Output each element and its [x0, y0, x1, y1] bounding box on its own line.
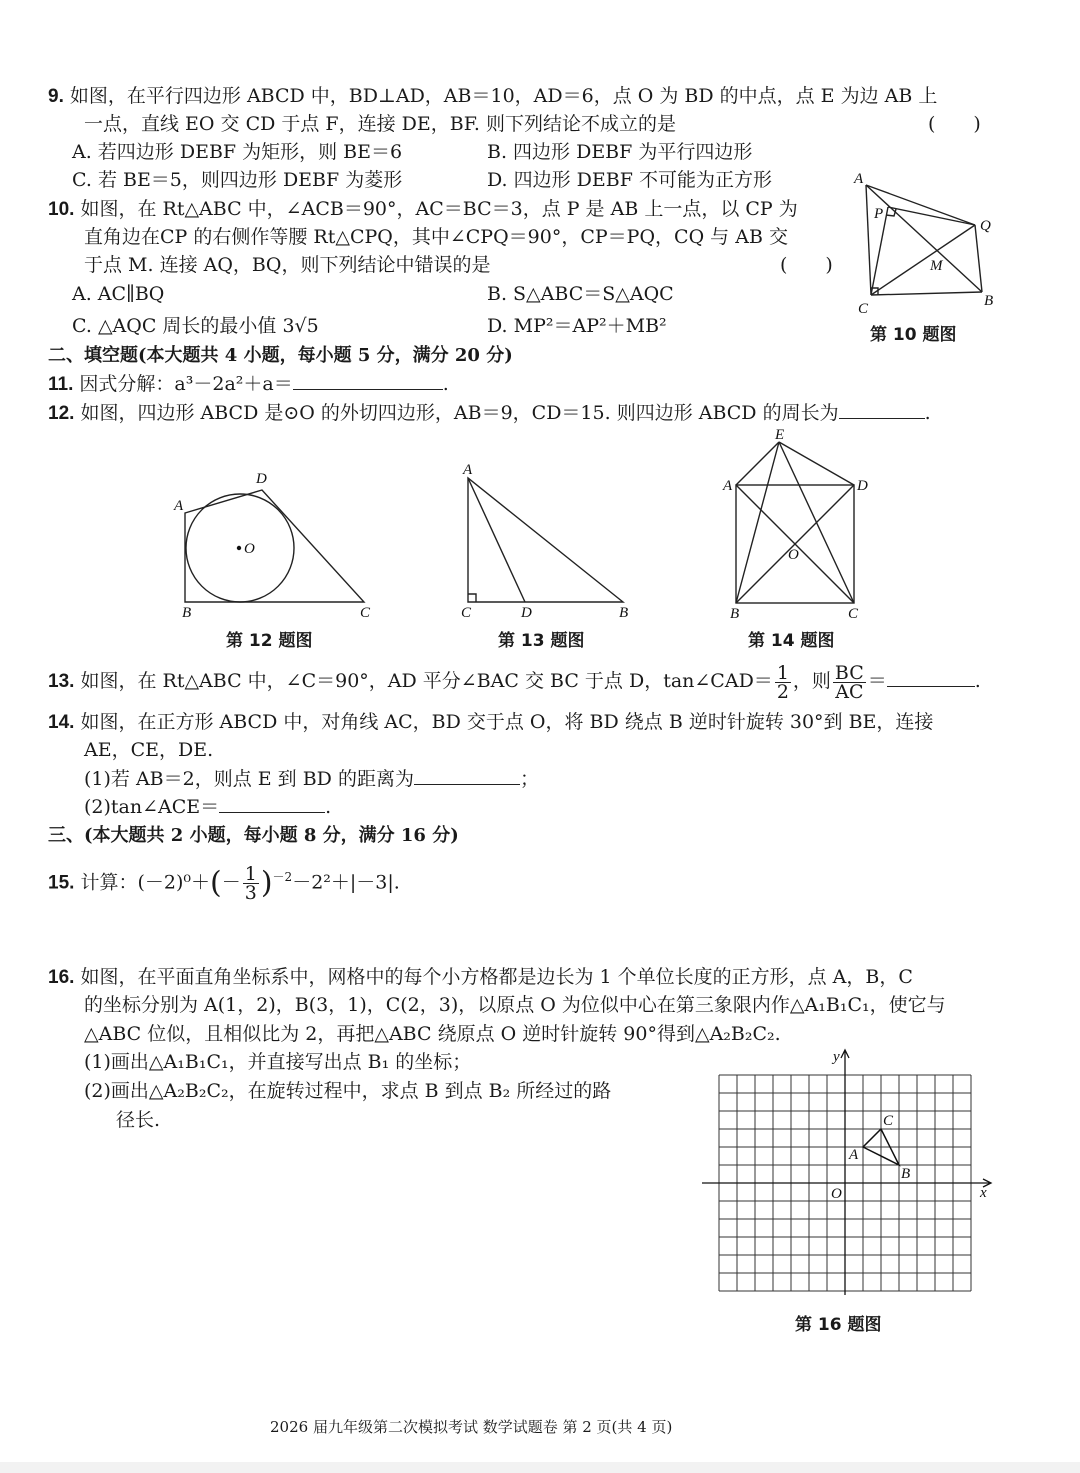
- q10-option-c: C. △AQC 周长的最小值 3√5: [72, 315, 319, 337]
- fig10-side-ab: [866, 185, 982, 292]
- fig14-segment-ec: [779, 442, 854, 603]
- page-bottom-edge: [0, 1462, 1080, 1473]
- q10-stem: 如图，在 Rt△ABC 中，∠ACB＝90°，AC＝BC＝3，点 P 是 AB 上一点，以 CP 为: [80, 198, 798, 220]
- q9-option-b: B. 四边形 DEBF 为平行四边形: [487, 141, 753, 163]
- q16-sub1: (1)画出△A₁B₁C₁，并直接写出点 B₁ 的坐标；: [84, 1051, 472, 1073]
- q15-stem-b: －2²＋|－3|.: [292, 871, 400, 894]
- q10-option-d: D. MP²＝AP²＋MB²: [487, 315, 667, 337]
- fig10-label-m: M: [930, 258, 943, 274]
- q16-line1: [48, 964, 913, 991]
- fig13-segment-ad: [468, 478, 525, 602]
- fig10-label-q: Q: [980, 218, 991, 234]
- section-3-heading: 三、(本大题共 2 小题，每小题 8 分，满分 16 分): [48, 825, 459, 846]
- fig10-side-ac: [866, 185, 871, 295]
- fig14-label-o: O: [788, 547, 799, 563]
- q9-option-c: C. 若 BE＝5，则四边形 DEBF 为菱形: [72, 169, 403, 191]
- q13-fraction-tan: $\frac{1}{2}$: [776, 661, 789, 703]
- fig12-label-o: O: [244, 541, 255, 557]
- q14-sub2-text: (2)tan∠ACE＝: [84, 796, 220, 818]
- q9-answer-paren: ( ): [928, 113, 981, 135]
- q11-line: 11. 因式分解：a³－2a²＋a＝ .: [48, 373, 449, 395]
- q10-number: 10.: [48, 199, 75, 220]
- q11-answer-blank: [293, 371, 443, 390]
- q9-number: 9.: [48, 86, 64, 107]
- q10-line2: 直角边在CP 的右侧作等腰 Rt△CPQ，其中∠CPQ＝90°，CP＝PQ，CQ 与 AB 交: [84, 226, 788, 248]
- q13-fraction-ratio: $\frac{BC}{AC}$: [834, 661, 864, 703]
- fig13-label-b: B: [619, 605, 629, 621]
- q9-option-d: D. 四边形 DEBF 不可能为正方形: [487, 169, 772, 191]
- q10-line1: [48, 196, 798, 223]
- fig12-label-a: A: [174, 498, 184, 514]
- q13-answer-blank: [887, 668, 975, 687]
- fig14-label-b: B: [730, 606, 740, 622]
- fig12-caption: 第 12 题图: [226, 631, 313, 651]
- section-2-heading: 二、填空题(本大题共 4 小题，每小题 5 分，满分 20 分): [48, 345, 513, 366]
- q16-line3: △ABC 位似，且相似比为 2，再把△ABC 绕原点 O 逆时针旋转 90°得到△A₂B₂C₂.: [84, 1023, 781, 1045]
- fig14-segment-ed: [779, 442, 854, 485]
- q14-number: 14.: [48, 712, 75, 733]
- q15-line: 15. 计算：(－2)⁰＋(－ $\frac{1}{3}$ )$^{-2}$－2²＋|－3|.: [48, 862, 400, 904]
- fig16-label-a: A: [849, 1147, 859, 1163]
- fig10-segment-cq: [871, 225, 975, 295]
- q14-sub2-blank: [219, 794, 325, 813]
- q14-sub2: (2)tan∠ACE＝ .: [84, 796, 332, 818]
- fig16-label-o: O: [831, 1186, 842, 1202]
- fig14-label-d: D: [857, 478, 868, 494]
- fig12-label-c: C: [360, 605, 371, 621]
- fig16-caption: 第 16 题图: [795, 1315, 882, 1335]
- q12-answer-blank: [839, 400, 925, 419]
- fig14-label-e: E: [775, 427, 785, 443]
- q16-sub2a: (2)画出△A₂B₂C₂，在旋转过程中，求点 B 到点 B₂ 所经过的路: [84, 1080, 612, 1102]
- q16-number: 16.: [48, 967, 75, 988]
- figure-16: [700, 1045, 1000, 1305]
- q10-option-a: A. AC∥BQ: [72, 283, 165, 305]
- figure-10: [850, 170, 1000, 320]
- q14-line1: [48, 709, 933, 736]
- q9-line1: [48, 83, 937, 110]
- q14-stem: 如图，在正方形 ABCD 中，对角线 AC，BD 交于点 O，将 BD 绕点 B 逆时针旋转 30°到 BE，连接: [80, 711, 934, 733]
- q10-answer-paren: ( ): [780, 254, 833, 276]
- fig13-caption: 第 13 题图: [498, 631, 585, 651]
- fig14-label-a: A: [723, 478, 733, 494]
- q13-stem-c: ＝: [867, 670, 887, 692]
- q9-stem: 如图，在平行四边形 ABCD 中，BD⊥AD，AB＝10，AD＝6，点 O 为 BD 的中点，点 E 为边 AB 上: [69, 85, 938, 107]
- q13-stem-b: ，则: [792, 670, 831, 692]
- fig16-label-x: x: [980, 1185, 987, 1201]
- fig12-label-d: D: [256, 471, 267, 487]
- page-footer: 2026 届九年级第二次模拟考试 数学试题卷 第 2 页(共 4 页): [270, 1418, 673, 1436]
- fig14-label-c: C: [848, 606, 859, 622]
- fig16-label-b: B: [901, 1166, 911, 1182]
- q13-stem-a: 如图，在 Rt△ABC 中，∠C＝90°，AD 平分∠BAC 交 BC 于点 D，tan∠CAD＝: [80, 670, 773, 692]
- fig13-label-a: A: [463, 462, 473, 478]
- q15-stem-a: 计算：(－2)⁰＋: [80, 871, 210, 894]
- fig10-label-a: A: [854, 171, 864, 187]
- q10-option-b: B. S△ABC＝S△AQC: [487, 283, 674, 305]
- fig10-label-b: B: [984, 293, 994, 309]
- q14-sub1: (1)若 AB＝2，则点 E 到 BD 的距离为 ；: [84, 768, 539, 790]
- fig13-label-d: D: [521, 605, 532, 621]
- q12-number: 12.: [48, 403, 75, 424]
- q15-left-paren: (: [210, 865, 222, 901]
- q16-sub2b: 径长.: [116, 1109, 161, 1131]
- fig10-side-cb: [871, 292, 982, 295]
- q15-right-paren: ): [260, 865, 273, 901]
- fig13-right-angle-c: [468, 594, 476, 602]
- q14-line2: AE，CE，DE.: [84, 739, 214, 761]
- fig13-triangle-abc: [468, 478, 623, 602]
- q16-line2: 的坐标分别为 A(1，2)，B(3，1)，C(2，3)，以原点 O 为位似中心在第三象限内作△A₁B₁C₁，使它与: [84, 994, 946, 1016]
- q15-fraction: $\frac{1}{3}$: [244, 862, 257, 904]
- q16-stem: 如图，在平面直角坐标系中，网格中的每个小方格都是边长为 1 个单位长度的正方形，点 A，B，C: [80, 966, 913, 988]
- q15-number: 15.: [48, 872, 75, 894]
- fig16-label-c: C: [883, 1113, 894, 1129]
- fig10-segment-qb: [975, 225, 982, 292]
- q9-line2: 一点，直线 EO 交 CD 于点 F，连接 DE，BF. 则下列结论不成立的是: [84, 113, 677, 135]
- figure-13: [455, 460, 640, 625]
- fig12-center-dot: [237, 546, 241, 550]
- q14-sub1-text: (1)若 AB＝2，则点 E 到 BD 的距离为: [84, 768, 414, 790]
- q11-stem: 因式分解：a³－2a²＋a＝: [79, 373, 293, 395]
- figure-14: [720, 425, 880, 625]
- q9-option-a: A. 若四边形 DEBF 为矩形，则 BE＝6: [72, 141, 403, 163]
- q10-line3: 于点 M. 连接 AQ，BQ，则下列结论中错误的是: [84, 254, 491, 276]
- q12-line: 12. 如图，四边形 ABCD 是⊙O 的外切四边形，AB＝9，CD＝15. 则四边形 ABCD 的周长为 .: [48, 402, 931, 424]
- q12-stem: 如图，四边形 ABCD 是⊙O 的外切四边形，AB＝9，CD＝15. 则四边形 ABCD 的周长为: [80, 402, 839, 424]
- q11-number: 11.: [48, 374, 74, 395]
- q13-number: 13.: [48, 671, 75, 692]
- figure-12: [170, 465, 380, 625]
- fig10-caption: 第 10 题图: [870, 325, 957, 345]
- fig10-label-p: P: [874, 206, 884, 222]
- q14-sub1-blank: [414, 766, 520, 785]
- fig10-label-c: C: [858, 301, 869, 317]
- fig14-caption: 第 14 题图: [748, 631, 835, 651]
- fig12-label-b: B: [182, 605, 192, 621]
- fig16-label-y: y: [833, 1049, 840, 1065]
- q13-line: 13. 如图，在 Rt△ABC 中，∠C＝90°，AD 平分∠BAC 交 BC 于点 D，tan∠CAD＝ $\frac{1}{2}$ ，则 $\frac{BC}{AC}$ ＝ .: [48, 661, 981, 703]
- fig13-label-c: C: [461, 605, 472, 621]
